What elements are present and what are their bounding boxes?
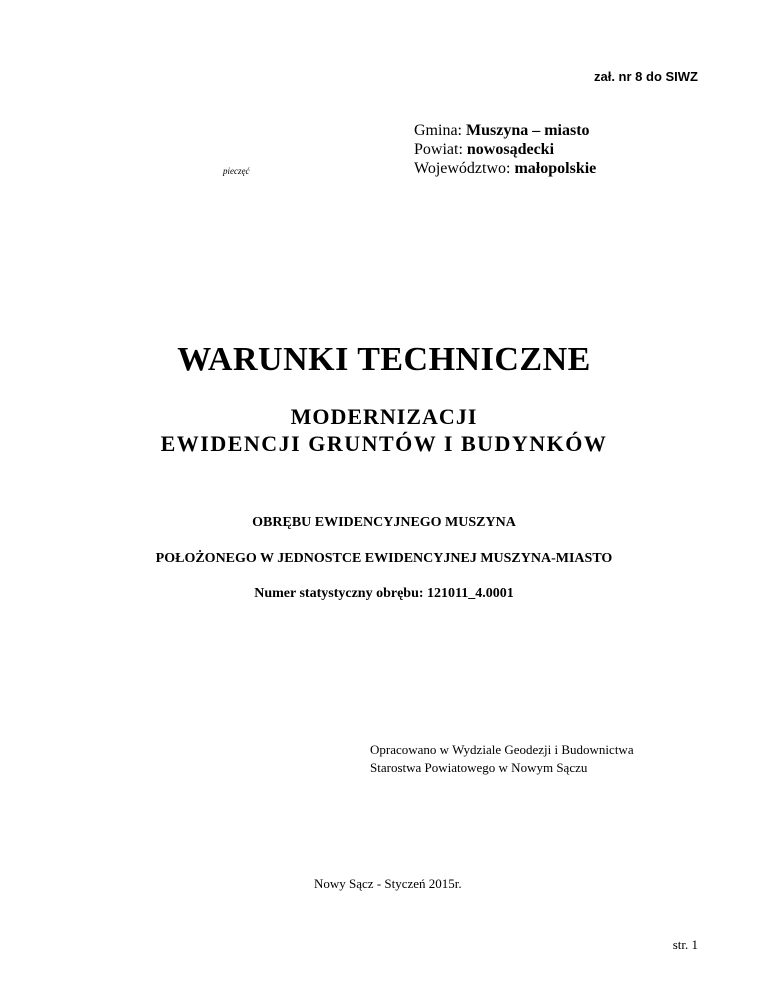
wojewodztwo-value: małopolskie (514, 160, 597, 177)
powiat-value: nowosądecki (466, 141, 555, 158)
gmina-label: Gmina: (414, 122, 462, 139)
wojewodztwo-label: Województwo: (414, 160, 511, 177)
powiat-row (414, 140, 596, 159)
attachment-label: zał. nr 8 do SIWZ (593, 69, 698, 84)
document-subtitle-line-2: EWIDENCJI GRUNTÓW I BUDYNKÓW (160, 431, 608, 456)
place-and-date: Nowy Sącz - Styczeń 2015r. (314, 876, 462, 891)
gmina-value: Muszyna – miasto (466, 122, 590, 139)
prepared-by-line-2: Starostwa Powiatowego w Nowym Sączu (370, 760, 588, 775)
prepared-by (370, 741, 634, 777)
administrative-info (414, 121, 596, 178)
gmina-row (414, 121, 596, 140)
statistical-number-line: Numer statystyczny obrębu: 121011_4.0001 (254, 586, 514, 601)
unit-line: POŁOŻONEGO W JEDNOSTCE EWIDENCYJNEJ MUSZYNA-MIASTO (155, 551, 613, 566)
wojewodztwo-row (414, 159, 596, 178)
powiat-label: Powiat: (414, 141, 463, 158)
prepared-by-line-1: Opracowano w Wydziale Geodezji i Budownictwa (370, 742, 634, 757)
page-number: str. 1 (672, 937, 698, 952)
stamp-label: pieczęć (223, 166, 250, 176)
document-subtitle-line-1: MODERNIZACJI (290, 404, 478, 429)
precinct-line: OBRĘBU EWIDENCYJNEGO MUSZYNA (252, 515, 516, 530)
document-title: WARUNKI TECHNICZNE (177, 341, 591, 378)
